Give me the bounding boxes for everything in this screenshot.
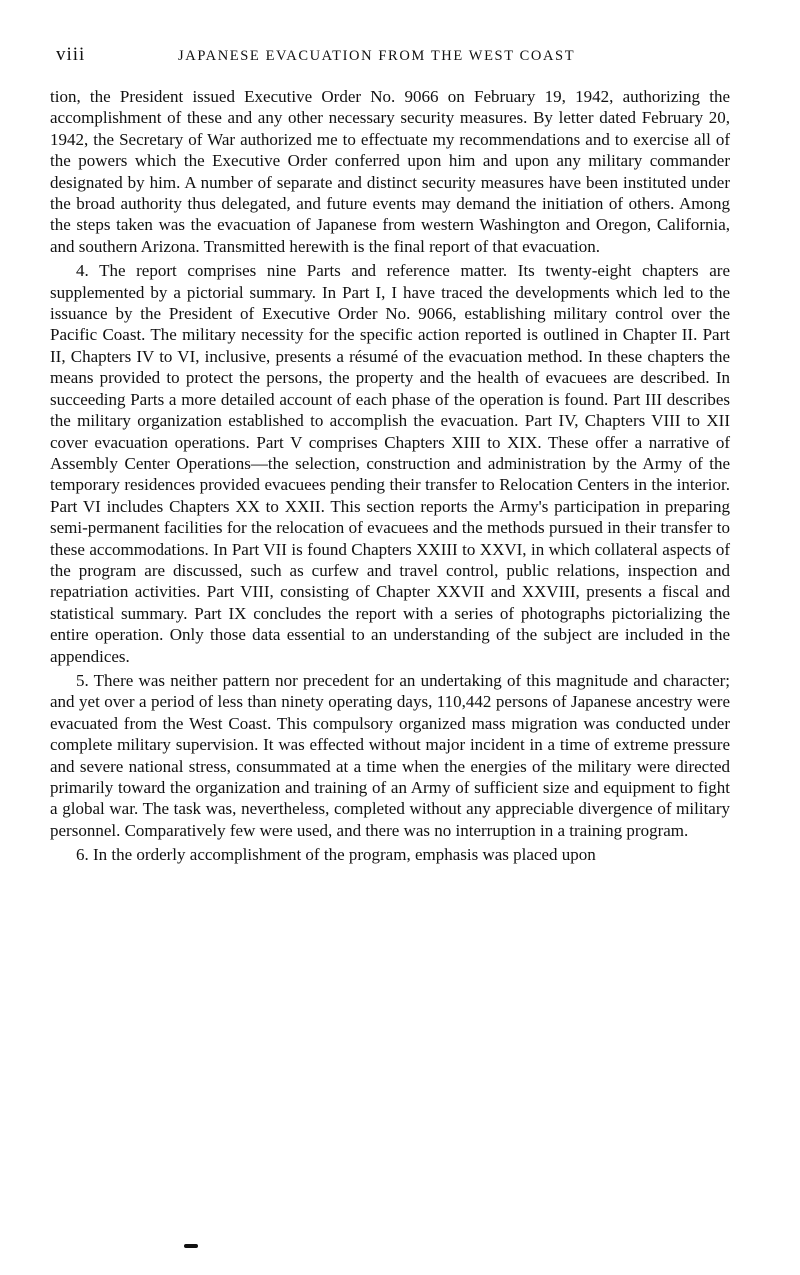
- body-text: [50, 86, 730, 866]
- paragraph-4: 4. The report comprises nine Parts and reference matter. Its twenty-eight chapters are supplemented by a pictorial summary. In Part I, I have traced the developments which led to the issuance by the President of Executive Order No. 9066, establishing military control over the Pacific Coast. The military necessity for the specific action reported is outlined in Chapter II. Part II, Chapters IV to VI, inclusive, presents a résumé of the evacuation method. In these chapters the means provided to protect the persons, the property and the health of evacuees are described. In succeeding Parts a more detailed account of each phase of the operation is found. Part III describes the military organization established to accomplish the evacuation. Part IV, Chapters VIII to XII cover evacuation operations. Part V comprises Chapters XIII to XIX. These offer a narrative of Assembly Center Operations—the selection, construction and administration by the Army of the temporary residences provided evacuees pending their transfer to Relocation Centers in the interior. Part VI includes Chapters XX to XXII. This section reports the Army's participation in preparing semi-permanent facilities for the relocation of evacuees and the methods pursued in their transfer to these accommodations. In Part VII is found Chapters XXIII to XXVI, in which collateral aspects of the program are discussed, such as curfew and travel control, public relations, inspection and repatriation activities. Part VIII, consisting of Chapter XXVII and XXVIII, presents a fiscal and statistical summary. Part IX concludes the report with a series of photographs pictorializing the entire operation. Only those data essential to an understanding of the subject are included in the appendices.: [50, 261, 730, 666]
- page-number: viii: [56, 44, 86, 65]
- paragraph-6: 6. In the orderly accomplishment of the program, emphasis was placed upon: [76, 845, 596, 865]
- running-head: JAPANESE EVACUATION FROM THE WEST COAST: [178, 48, 576, 64]
- paragraph-5: 5. There was neither pattern nor precedent for an undertaking of this magnitude and character; and yet over a period of less than ninety operating days, 110,442 persons of Japanese ancestry were evacuated from the West Coast. This compulsory organized mass migration was conducted under complete military supervision. It was effected without major incident in a time of extreme pressure and severe national stress, consummated at a time when the energies of the military were directed primarily toward the organization and training of an Army of sufficient size and equipment to fight a global war. The task was, nevertheless, completed without any appreciable divergence of military personnel. Comparatively few were used, and there was no interruption in a training program.: [50, 670, 730, 840]
- paragraph-continuation: tion, the President issued Executive Order No. 9066 on February 19, 1942, authorizing the accomplishment of these and any other necessary security measures. By letter dated February 20, 1942, the Secretary of War authorized me to effectuate my recommendations and to exercise all of the powers which the Executive Order conferred upon him and upon any military commander designated by him. A number of separate and distinct security measures have been instituted under the broad authority thus delegated, and future events may demand the initiation of others. Among the steps taken was the evacuation of Japanese from western Washington and Oregon, California, and southern Arizona. Transmitted herewith is the final report of that evacuation.: [50, 87, 730, 256]
- page-bottom-mark: [184, 1244, 198, 1248]
